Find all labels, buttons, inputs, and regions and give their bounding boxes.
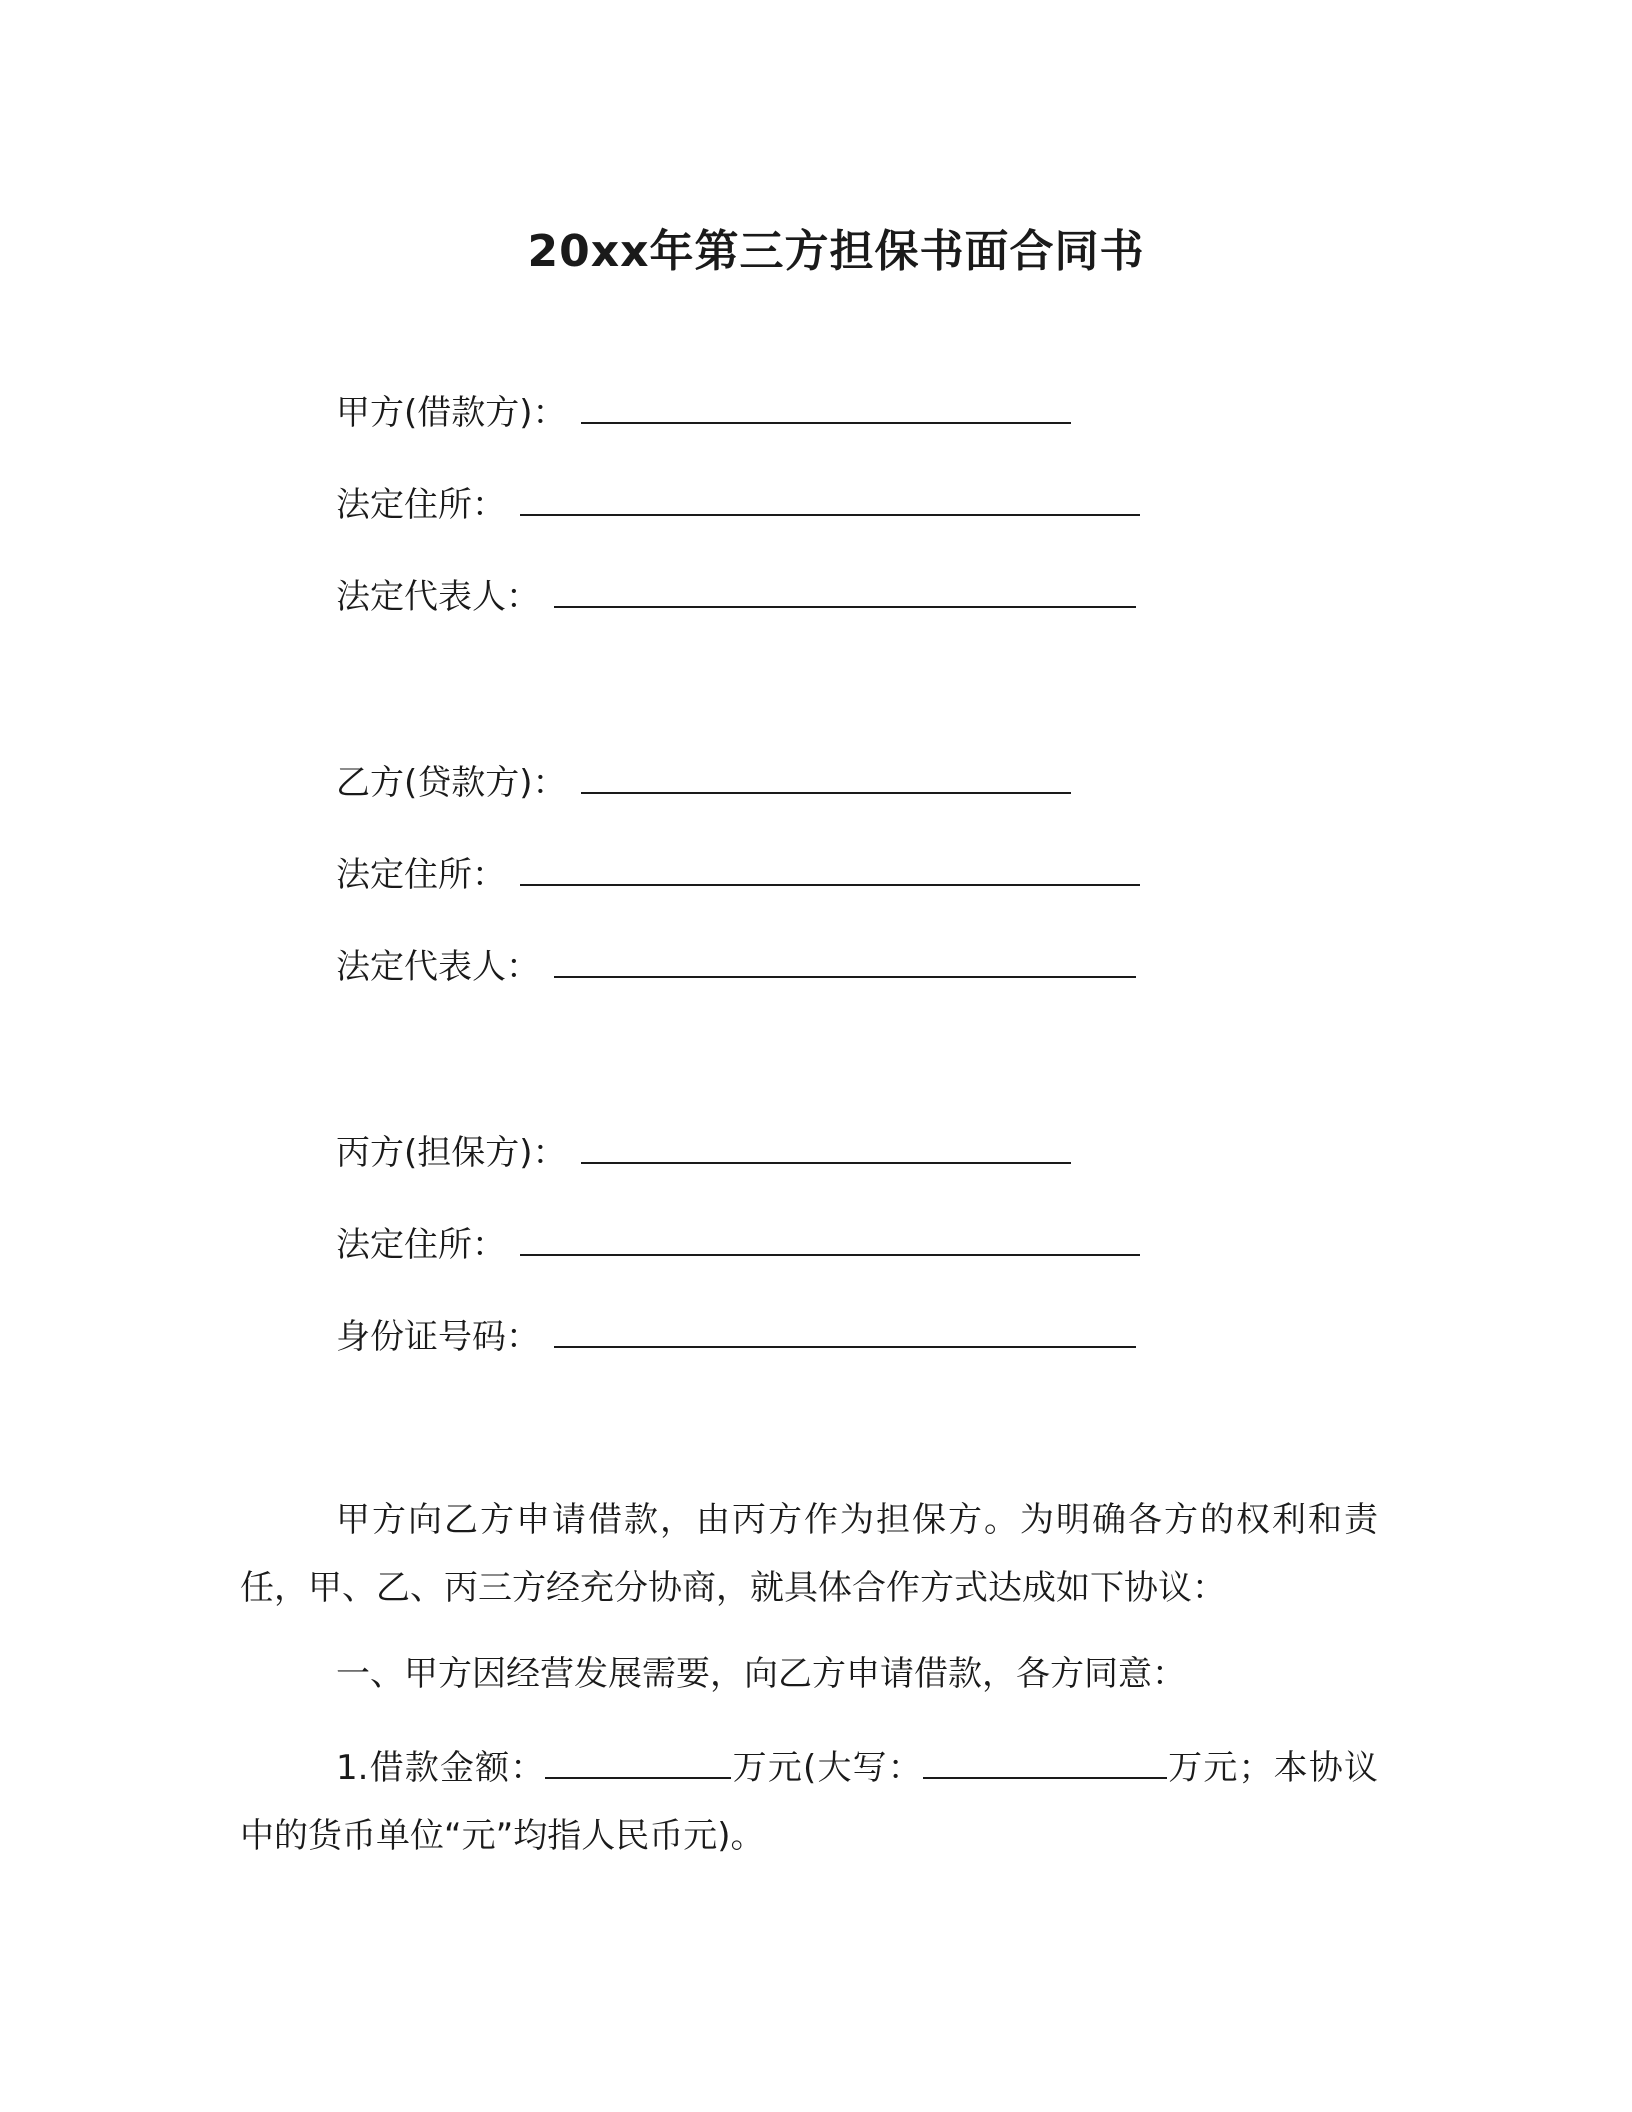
party-c-id-label: 身份证号码： [336, 1317, 540, 1357]
clause-1-heading: 一、甲方因经营发展需要，向乙方申请借款，各方同意： [336, 1654, 1186, 1694]
party-a-rep-field [336, 572, 1136, 622]
party-c-id-blank[interactable] [554, 1316, 1136, 1348]
party-b-rep-label: 法定代表人： [336, 947, 540, 987]
party-c-address-field [336, 1220, 1140, 1270]
loan-amount-unit-2: 万元；本协议中的货币单位“元”均指人民币元)。 [240, 1748, 1379, 1856]
party-b-rep-blank[interactable] [554, 946, 1136, 978]
party-a-name-blank[interactable] [581, 392, 1071, 424]
party-c-id-field [336, 1312, 1136, 1362]
party-a-name-label: 甲方(借款方)： [336, 393, 567, 433]
party-a-name-field [336, 388, 1071, 438]
party-b-address-field [336, 850, 1140, 900]
party-b-name-label: 乙方(贷款方)： [336, 763, 567, 803]
intro-paragraph: 甲方向乙方申请借款，由丙方作为担保方。为明确各方的权利和责任，甲、乙、丙三方经充分协商，就具体合作方式达成如下协议： [240, 1500, 1378, 1608]
clause-1-item-1 [240, 1734, 1378, 1870]
party-a-rep-blank[interactable] [554, 576, 1136, 608]
party-a-rep-label: 法定代表人： [336, 577, 540, 617]
party-c-name-blank[interactable] [581, 1132, 1071, 1164]
party-a-address-field [336, 480, 1140, 530]
party-c-address-blank[interactable] [520, 1224, 1140, 1256]
party-b-address-blank[interactable] [520, 854, 1140, 886]
party-b-name-field [336, 758, 1071, 808]
party-a-address-label: 法定住所： [336, 485, 506, 525]
loan-amount-label: 1.借款金额： [336, 1748, 546, 1788]
party-c-name-label: 丙方(担保方)： [336, 1133, 567, 1173]
party-b-address-label: 法定住所： [336, 855, 506, 895]
loan-amount-uppercase-blank[interactable] [923, 1751, 1167, 1779]
document-title: 20xx年第三方担保书面合同书 [527, 226, 1145, 277]
loan-amount-unit-1: 万元(大写： [731, 1748, 923, 1788]
party-b-rep-field [336, 942, 1136, 992]
party-c-name-field [336, 1128, 1071, 1178]
party-c-address-label: 法定住所： [336, 1225, 506, 1265]
loan-amount-blank[interactable] [545, 1751, 731, 1779]
party-a-address-blank[interactable] [520, 484, 1140, 516]
party-b-name-blank[interactable] [581, 762, 1071, 794]
